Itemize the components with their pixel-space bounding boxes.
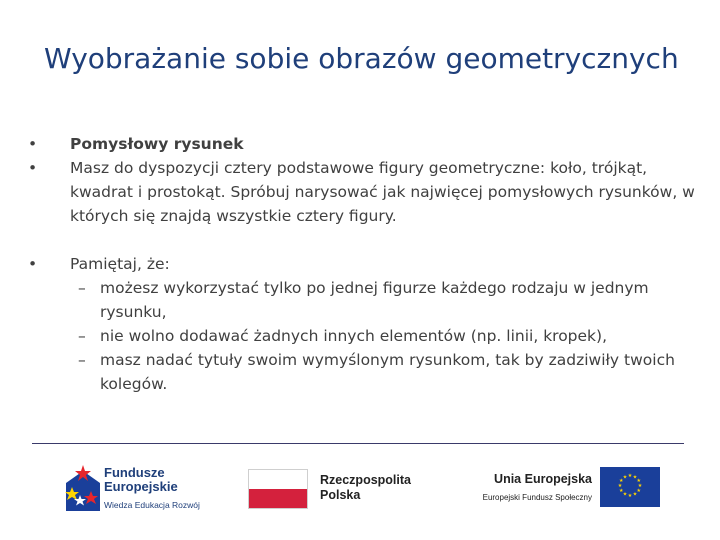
poland-logo bbox=[248, 467, 438, 511]
bullet-item bbox=[28, 132, 698, 156]
poland-logo-text bbox=[320, 473, 411, 503]
eu-logo-line2: Europejski Fundusz Społeczny bbox=[482, 493, 592, 502]
bullet-text: Pamiętaj, że: bbox=[70, 255, 170, 273]
poland-logo-line2: Polska bbox=[320, 488, 361, 502]
bullet-glyph: • bbox=[28, 159, 38, 177]
svg-text:★: ★ bbox=[637, 483, 643, 489]
funds-logo-line2: Europejskie bbox=[104, 479, 178, 494]
eu-flag-icon bbox=[600, 467, 660, 507]
svg-text:★: ★ bbox=[627, 473, 633, 479]
sub-bullet-text: możesz wykorzystać tylko po jednej figurze każdego rodzaju w jednym rysunku, bbox=[100, 279, 649, 321]
funds-logo-icon bbox=[64, 463, 102, 513]
svg-text:★: ★ bbox=[622, 491, 628, 498]
svg-text:★: ★ bbox=[632, 474, 638, 481]
poland-logo-line1: Rzeczpospolita bbox=[320, 473, 411, 487]
poland-flag-icon bbox=[248, 469, 308, 509]
sub-bullet-text: nie wolno dodawać żadnych innych elementów (np. linii, kropek), bbox=[100, 327, 608, 345]
funds-logo-line3: Wiedza Edukacja Rozwój bbox=[104, 500, 200, 510]
bullet-text: Pomysłowy rysunek bbox=[70, 135, 244, 153]
funds-logo bbox=[64, 463, 244, 519]
footer-divider bbox=[32, 443, 684, 444]
svg-text:★: ★ bbox=[636, 478, 641, 484]
svg-text:★: ★ bbox=[627, 493, 633, 499]
bullet-glyph: • bbox=[28, 135, 38, 153]
svg-text:★: ★ bbox=[619, 488, 624, 494]
eu-logo-line1: Unia Europejska bbox=[494, 472, 592, 486]
sub-bullet-text: masz nadać tytuły swoim wymyślonym rysunkom, tak by zadziwiły twoich kolegów. bbox=[100, 351, 675, 393]
dash-glyph: – bbox=[78, 327, 86, 345]
svg-text:★: ★ bbox=[622, 474, 628, 481]
funds-logo-text bbox=[104, 466, 200, 512]
bullet-glyph: • bbox=[28, 255, 38, 273]
slide-content bbox=[28, 132, 698, 396]
svg-text:★: ★ bbox=[632, 491, 638, 498]
dash-glyph: – bbox=[78, 279, 86, 297]
footer-logos bbox=[0, 455, 720, 525]
svg-text:★: ★ bbox=[617, 483, 623, 489]
eu-logo-text bbox=[458, 471, 592, 505]
bullet-item bbox=[28, 156, 698, 228]
bullet-item bbox=[28, 252, 698, 276]
eu-logo bbox=[458, 467, 663, 513]
sub-bullet-item bbox=[28, 348, 698, 396]
svg-text:★: ★ bbox=[619, 478, 624, 484]
bullet-text: Masz do dyspozycji cztery podstawowe figury geometryczne: koło, trójkąt, kwadrat i prostokąt. Spróbuj narysować jak najwięcej pomysłowych rysunków, w których się znajdą wszystkie cztery figury. bbox=[70, 159, 695, 225]
svg-text:★: ★ bbox=[636, 488, 641, 494]
funds-logo-line1: Fundusze bbox=[104, 465, 165, 480]
spacer bbox=[28, 228, 698, 252]
sub-bullet-item bbox=[28, 324, 698, 348]
sub-bullet-item bbox=[28, 276, 698, 324]
dash-glyph: – bbox=[78, 351, 86, 369]
slide-title: Wyobrażanie sobie obrazów geometrycznych bbox=[44, 42, 679, 75]
